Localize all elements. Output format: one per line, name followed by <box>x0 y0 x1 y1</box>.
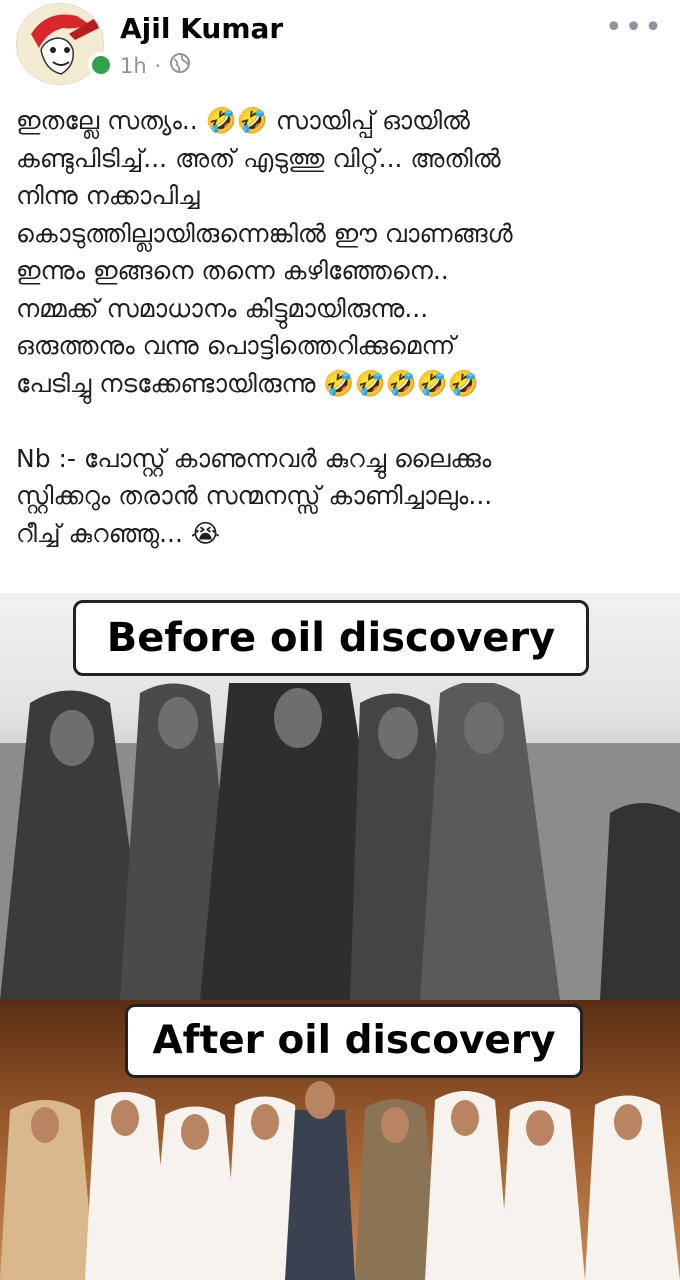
post-text-line: ഇന്നും ഇങ്ങനെ തന്നെ കഴിഞ്ഞേനെ.. <box>16 256 449 285</box>
note-line: റീച്ച് കുറഞ്ഞു... 😭 <box>16 518 221 548</box>
post-text-line: കൊടുത്തില്ലായിരുന്നെങ്കിൽ ഈ വാണങ്ങൾ <box>16 218 513 248</box>
globe-icon <box>169 52 191 79</box>
post-image[interactable] <box>0 593 680 1280</box>
after-photo <box>0 1070 680 1280</box>
post-text-line: നിന്നു നക്കാപിച്ച <box>16 181 200 210</box>
post-text-line: പേടിച്ചു നടക്കേണ്ടായിരുന്നു 🤣🤣🤣🤣🤣 <box>16 368 480 398</box>
post-meta <box>120 52 191 79</box>
note-line: Nb :- പോസ്റ്റ് കാണുന്നവർ കുറച്ചു ലൈക്കും <box>16 443 492 473</box>
post-time[interactable]: 1h <box>120 53 147 78</box>
caption-after: After oil discovery <box>125 1004 583 1078</box>
meta-separator: · <box>154 53 162 78</box>
post-text-line: ഒരുത്തനും വന്നു പൊട്ടിത്തെറിക്കുമെന്ന് <box>16 331 456 360</box>
post-text-line: നമ്മക്ക് സമാധാനം കിട്ടുമായിരുന്നു... <box>16 293 429 323</box>
online-status-indicator <box>88 52 114 78</box>
more-options-button[interactable]: ••• <box>604 10 664 45</box>
post-header <box>0 0 680 92</box>
author-name[interactable]: Ajil Kumar <box>120 12 284 45</box>
before-photo <box>0 683 680 1000</box>
note-line: സ്റ്റിക്കറും തരാൻ സന്മനസ്സ് കാണിച്ചാലും... <box>16 481 493 510</box>
post-text-line: ഇതല്ലേ സത്യം.. 🤣🤣 സായിപ്പ് ഓയിൽ <box>16 106 470 135</box>
paragraph-spacer <box>16 402 666 440</box>
post-body <box>16 102 666 552</box>
post-text-line: കണ്ടുപിടിച്ച്... അത് എടുത്തു വിറ്റ്... അതിൽ <box>16 143 501 173</box>
caption-before: Before oil discovery <box>73 600 589 676</box>
